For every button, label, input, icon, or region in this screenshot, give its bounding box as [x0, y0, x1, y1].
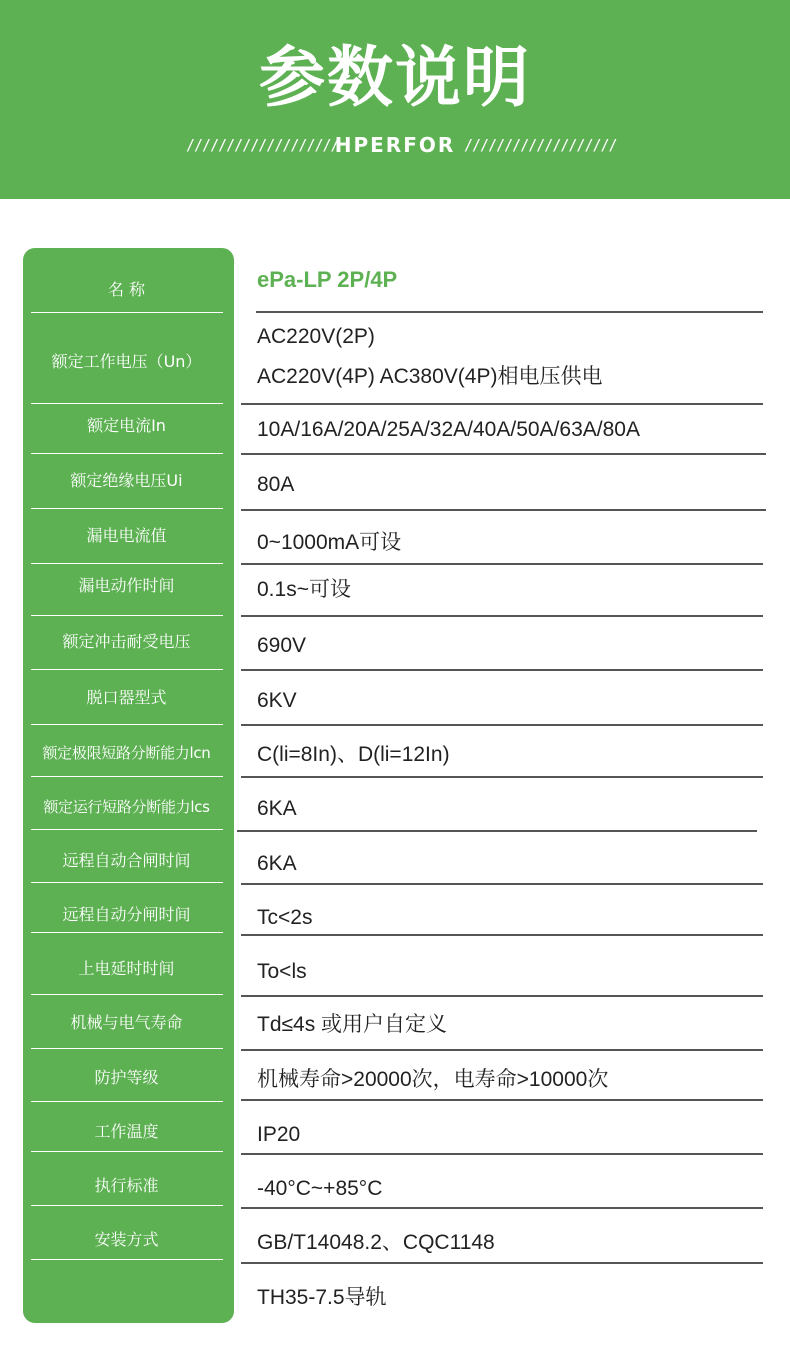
label-divider [31, 932, 223, 933]
value-power-on-delay: To<ls [257, 960, 307, 983]
value-divider [241, 403, 763, 405]
label-divider [31, 1151, 223, 1152]
value-protection-grade: 机械寿命>20000次，电寿命>10000次 [257, 1068, 609, 1091]
label-power-on-delay: 上电延时时间 [78, 959, 175, 978]
value-operating-temperature: IP20 [257, 1123, 301, 1146]
value-rated-current: 10A/16A/20A/25A/32A/40A/50A/63A/80A [257, 418, 640, 441]
page-title: 参数说明 [259, 39, 531, 116]
value-divider [241, 509, 766, 511]
label-column [23, 248, 234, 1323]
value-service-breaking-capacity: 6KA [257, 797, 297, 820]
value-divider [241, 615, 763, 617]
label-life: 机械与电气寿命 [70, 1013, 183, 1032]
label-name: 名 称 [107, 280, 146, 299]
value-divider [237, 830, 757, 832]
value-life: Td≤4s 或用户自定义 [257, 1013, 448, 1036]
value-trip-type: 6KV [257, 689, 297, 712]
label-rated-current: 额定电流In [87, 416, 166, 435]
label-remote-open-time: 远程自动分闸时间 [62, 905, 191, 924]
label-service-breaking-capacity: 额定运行短路分断能力lcs [43, 798, 210, 816]
value-installation: GB/T14048.2、CQC1148 [257, 1231, 495, 1254]
value-ultimate-breaking-capacity: C(li=8In)、D(li=12In) [257, 743, 450, 766]
value-insulation-voltage: 80A [257, 473, 295, 496]
brand-subtitle: HPERFOR [334, 133, 456, 157]
value-divider [241, 453, 766, 455]
label-divider [31, 1259, 223, 1260]
label-divider [31, 882, 223, 883]
label-installation: 安装方式 [94, 1230, 159, 1249]
value-remote-open-time: Tc<2s [257, 906, 313, 929]
label-rated-voltage: 额定工作电压（Un） [51, 352, 202, 371]
decorative-slashes-right: /////////////////// [464, 136, 617, 154]
value-remote-close-time: 6KA [257, 852, 297, 875]
label-divider [31, 312, 223, 313]
label-divider [31, 1101, 223, 1102]
label-divider [31, 724, 223, 725]
label-divider [31, 453, 223, 454]
decorative-slashes-left: /////////////////// [186, 136, 339, 154]
label-divider [31, 508, 223, 509]
value-divider [241, 669, 763, 671]
label-divider [31, 1205, 223, 1206]
value-rated-voltage-line1: AC220V(2P) [257, 325, 375, 348]
label-divider [31, 829, 223, 830]
label-divider [31, 403, 223, 404]
value-rated-voltage-line2: AC220V(4P) AC380V(4P)相电压供电 [257, 365, 603, 388]
value-divider [241, 934, 763, 936]
header-banner [0, 0, 790, 199]
value-divider [241, 1207, 763, 1209]
label-divider [31, 669, 223, 670]
value-divider [241, 1049, 763, 1051]
label-divider [31, 615, 223, 616]
label-standard: 执行标准 [94, 1176, 159, 1195]
label-insulation-voltage: 额定绝缘电压Ui [70, 471, 183, 490]
label-divider [31, 776, 223, 777]
value-divider [241, 995, 763, 997]
value-rail-mount: TH35-7.5导轨 [257, 1286, 387, 1309]
value-divider [241, 1262, 763, 1264]
label-trip-type: 脱口器型式 [86, 688, 167, 707]
value-leakage-current: 0~1000mA可设 [257, 531, 402, 554]
label-leakage-current: 漏电电流值 [86, 526, 167, 545]
label-protection-grade: 防护等级 [94, 1068, 159, 1087]
value-divider [241, 563, 763, 565]
label-leakage-time: 漏电动作时间 [78, 576, 175, 595]
value-divider [241, 724, 763, 726]
value-divider [241, 776, 763, 778]
label-operating-temperature: 工作温度 [94, 1122, 159, 1141]
value-divider [256, 311, 763, 313]
label-remote-close-time: 远程自动合闸时间 [62, 851, 191, 870]
value-impulse-voltage: 690V [257, 634, 307, 657]
label-ultimate-breaking-capacity: 额定极限短路分断能力lcn [42, 744, 211, 762]
value-divider [241, 1153, 763, 1155]
label-divider [31, 1048, 223, 1049]
value-leakage-time: 0.1s~可设 [257, 578, 351, 601]
label-divider [31, 994, 223, 995]
value-divider [241, 883, 763, 885]
label-divider [31, 563, 223, 564]
value-standard: -40°C~+85°C [257, 1177, 383, 1200]
value-divider [241, 1099, 763, 1101]
label-impulse-voltage: 额定冲击耐受电压 [62, 632, 191, 651]
value-model-name: ePa-LP 2P/4P [257, 267, 398, 292]
